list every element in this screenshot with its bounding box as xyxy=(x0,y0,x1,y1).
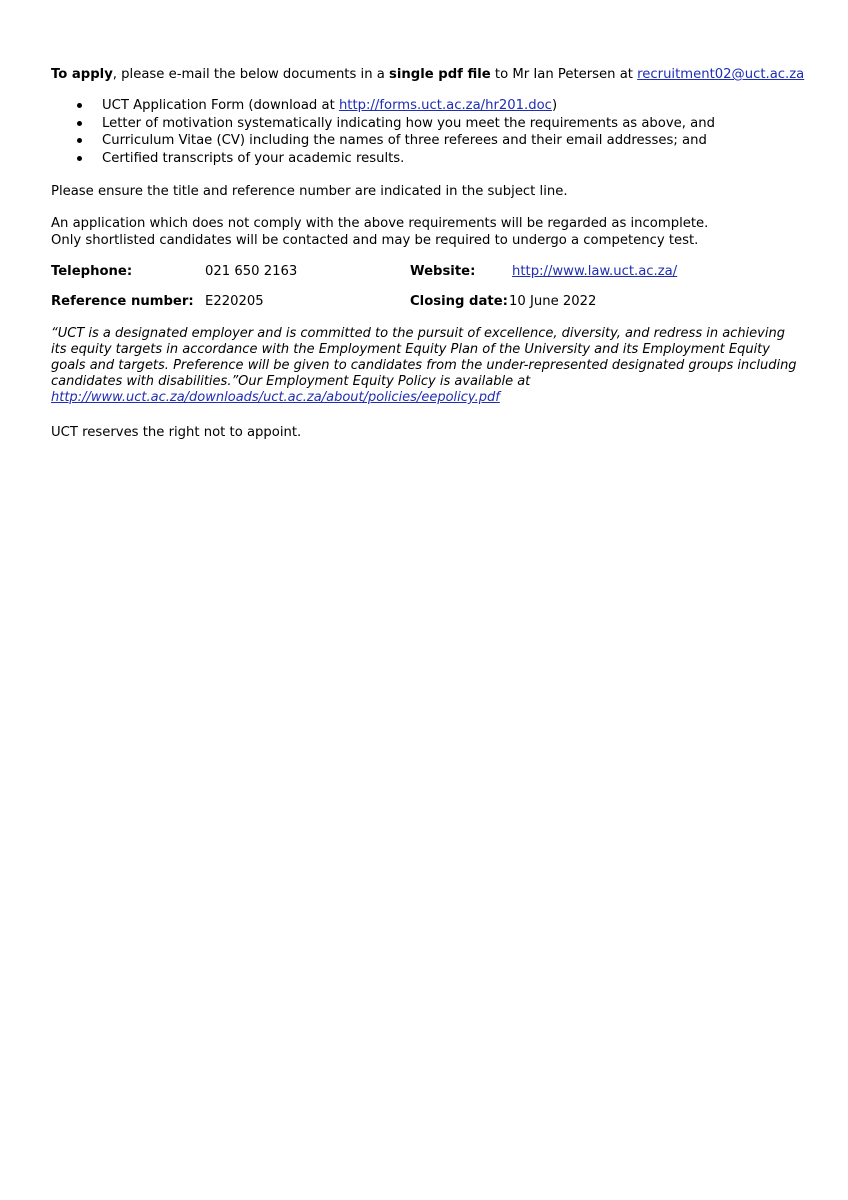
telephone-label: Telephone: xyxy=(51,264,133,279)
incomplete-note-line-2: Only shortlisted candidates will be contacted and may be required to undergo a competency test. xyxy=(51,233,699,248)
incomplete-note-line-1: An application which does not comply with the above requirements will be regarded as incomplete. xyxy=(51,216,709,231)
opening-quote: “ xyxy=(51,326,58,341)
website-label: Website: xyxy=(410,264,476,279)
website-link[interactable]: http://www.law.uct.ac.za/ xyxy=(512,264,678,279)
list-item xyxy=(51,150,715,168)
policy-text-1: UCT is a designated employer and is committed to the pursuit of excellence, diversity, and redress in achieving xyxy=(57,326,785,341)
policy-line-4: candidates with disabilities.”Our Employment Equity Policy is available at xyxy=(51,374,531,389)
apply-instructions xyxy=(51,66,811,83)
equity-policy-link[interactable]: http://www.uct.ac.za/downloads/uct.ac.za/about/policies/eepolicy.pdf xyxy=(51,390,500,405)
application-form-link[interactable]: http://forms.uct.ac.za/hr201.doc xyxy=(338,98,552,113)
apply-text-2: to Mr Ian Petersen at xyxy=(490,67,638,82)
recruitment-email-link[interactable]: recruitment02@uct.ac.za xyxy=(637,67,805,82)
telephone-value: 021 650 2163 xyxy=(205,264,298,279)
bullet-text: UCT Application Form (download at xyxy=(102,98,339,113)
reference-number-value: E220205 xyxy=(205,294,264,309)
policy-line-1 xyxy=(51,326,811,342)
equity-policy-statement xyxy=(51,326,811,406)
bullet-icon xyxy=(77,121,82,126)
subject-line-note: Please ensure the title and reference number are indicated in the subject line. xyxy=(51,184,568,199)
list-item xyxy=(51,115,715,133)
reference-number-label: Reference number: xyxy=(51,294,194,309)
closing-date-value: 10 June 2022 xyxy=(509,294,597,309)
bullet-text: Certified transcripts of your academic results. xyxy=(102,150,405,166)
policy-line-3: goals and targets. Preference will be given to candidates from the under-represented designated groups including xyxy=(51,358,797,373)
bullet-text: Letter of motivation systematically indicating how you meet the requirements as above, and xyxy=(102,115,715,131)
policy-line-2: its equity targets in accordance with the Employment Equity Plan of the University and its Employment Equity xyxy=(51,342,770,357)
policy-line-5 xyxy=(51,390,811,406)
bullet-icon xyxy=(77,103,82,108)
single-pdf-label: single pdf file xyxy=(389,67,491,82)
bullet-text-after: ) xyxy=(551,98,558,113)
to-apply-label: To apply xyxy=(51,67,113,82)
closing-statement: UCT reserves the right not to appoint. xyxy=(51,425,302,440)
closing-date-label: Closing date: xyxy=(410,294,508,309)
list-item xyxy=(51,132,715,150)
apply-text-1: , please e-mail the below documents in a xyxy=(112,67,390,82)
bullet-text: Curriculum Vitae (CV) including the names of three referees and their email addresses; and xyxy=(102,133,707,148)
list-item xyxy=(51,97,715,115)
bullet-icon xyxy=(77,156,82,161)
bullet-icon xyxy=(77,138,82,143)
required-documents-list xyxy=(51,97,715,167)
